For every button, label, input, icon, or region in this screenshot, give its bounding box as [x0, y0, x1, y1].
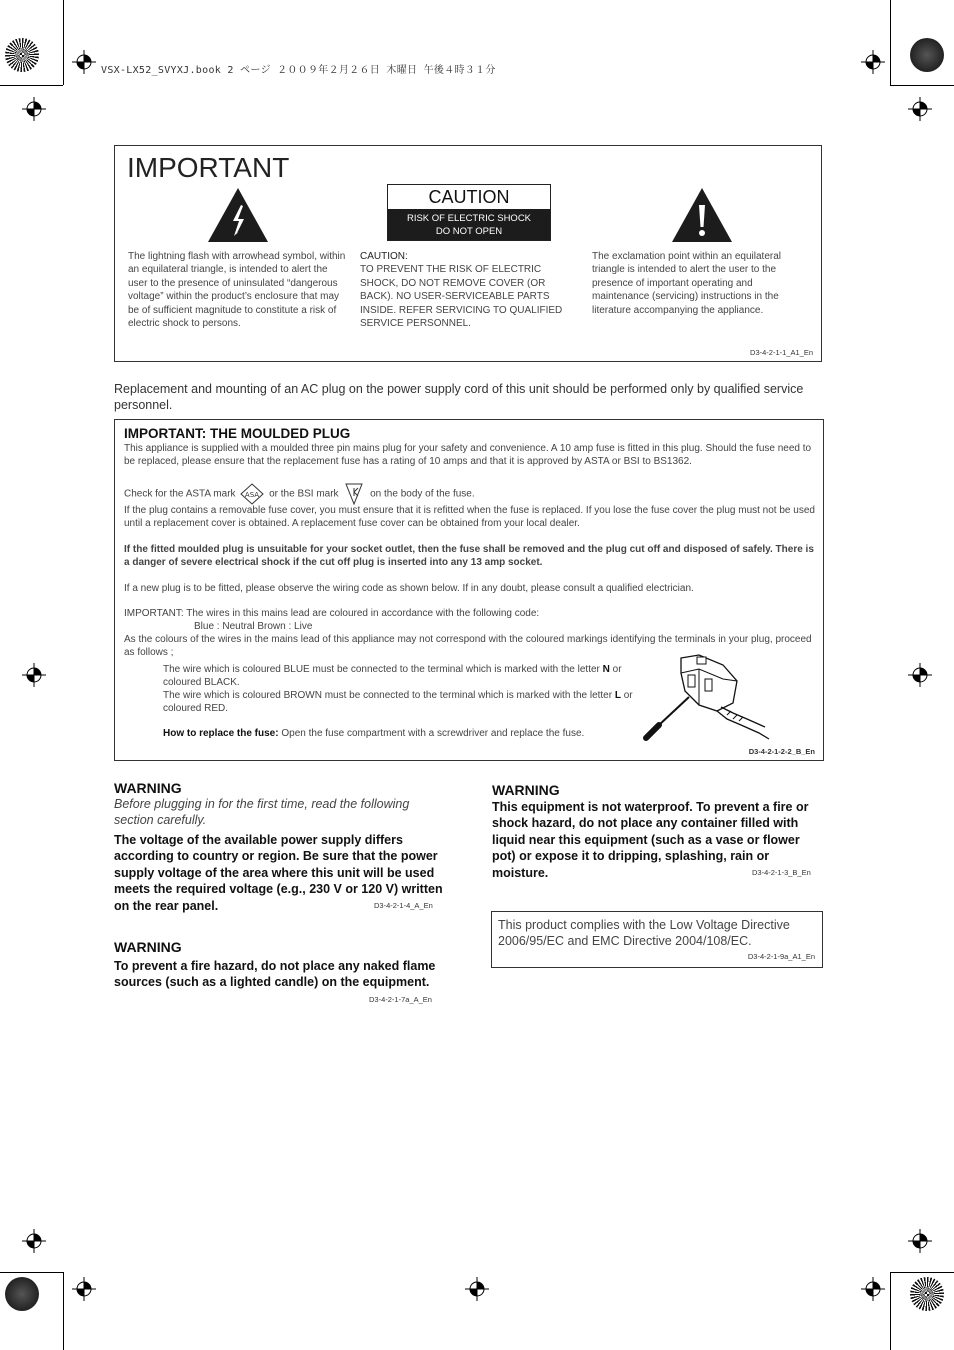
crop-line [0, 1272, 63, 1273]
warning-heading: WARNING [114, 780, 182, 796]
warning-body: This equipment is not waterproof. To prevent a fire or shock hazard, do not place any container filled with liquid near this equipment (such as a vase or flower pot) or expose it to dripping, splashing, rain or moisture. [492, 800, 809, 880]
bsi-kitemark-icon [343, 482, 365, 506]
registration-mark [908, 1229, 932, 1253]
registration-mark [908, 663, 932, 687]
registration-star-top-left [5, 38, 39, 72]
crop-line [890, 0, 891, 85]
plug-paragraph-6: IMPORTANT: The wires in this mains lead are coloured in accordance with the following code: [124, 608, 540, 619]
crop-line [890, 85, 954, 86]
asta-mark-text: ASA [245, 491, 260, 499]
fuse-replacement-label: How to replace the fuse: [163, 728, 279, 739]
warning-body: The voltage of the available power supply differs according to country or region. Be sure that the power supply voltage of the area where this unit will be used meets the required voltage (e.g., 230 V or 120 V) written on the rear panel. [114, 833, 443, 913]
fuse-replacement-instruction [163, 728, 643, 741]
replacement-note: Replacement and mounting of an AC plug on the power supply cord of this unit should be performed only by qualified service personnel. [114, 382, 804, 412]
caution-sub-line-1: RISK OF ELECTRIC SHOCK [406, 213, 532, 224]
registration-mark [861, 1277, 885, 1301]
asta-text: Check for the ASTA mark [124, 488, 236, 500]
blue-wire-instruction [163, 664, 643, 689]
brown-wire-text: The wire which is coloured BROWN must be connected to the terminal which is marked with the letter [163, 690, 613, 701]
lightning-warning-icon [207, 187, 269, 243]
doc-code: D3-4-2-1-7a_A_En [369, 995, 432, 1004]
asta-bsi-line [124, 482, 816, 506]
blue-wire-colour: or coloured BLACK. [163, 664, 622, 688]
doc-code: D3-4-2-1-9a_A1_En [747, 952, 815, 961]
caution-sub-line-2: DO NOT OPEN [435, 226, 503, 237]
crop-line [0, 85, 63, 86]
doc-code: D3-4-2-1-3_B_En [752, 868, 811, 877]
crop-line [890, 1272, 891, 1350]
fuse-replacement-text: Open the fuse compartment with a screwdriver and replace the fuse. [281, 728, 585, 739]
warning-heading: WARNING [492, 782, 560, 798]
lightning-description: The lightning flash with arrowhead symbol, within an equilateral triangle, is intended to alert the user to the presence of uninsulated “dangerous voltage” within the product’s enclosure that may be of sufficient magnitude to constitute a risk of electric shock to persons. [128, 251, 346, 330]
brown-wire-colour: or coloured RED. [163, 690, 633, 714]
caution-label-title: CAUTION [428, 187, 510, 207]
caution-text: TO PREVENT THE RISK OF ELECTRIC SHOCK, DO NOT REMOVE COVER (OR BACK). NO USER-SERVICEABLE PARTS INSIDE. REFER SERVICING TO QUALIFIED SERVICE PERSONNEL. [360, 264, 563, 330]
plug-paragraph-danger: If the fitted moulded plug is unsuitable for your socket outlet, then the fuse shall be removed and the plug cut off and disposed of safely. There is a danger of severe electrical shock if the cut off plug is inserted into any 13 amp socket. [124, 544, 814, 568]
registration-mark [22, 97, 46, 121]
registration-star-top-right [910, 38, 944, 72]
plug-screwdriver-illustration [641, 653, 771, 743]
wire-codes: Blue : Neutral Brown : Live [194, 621, 313, 632]
registration-star-bottom-right [910, 1277, 944, 1311]
registration-mark [908, 97, 932, 121]
brown-wire-letter: L [614, 690, 621, 701]
exclamation-description: The exclamation point within an equilateral triangle is intended to alert the user to the presence of important operating and maintenance (servicing) instructions in the literature accompanying the appliance. [592, 251, 781, 316]
registration-mark [22, 663, 46, 687]
registration-mark [72, 50, 96, 74]
asta-mark-icon [240, 483, 264, 505]
registration-mark [22, 1229, 46, 1253]
important-title: IMPORTANT [127, 152, 290, 183]
important-box [114, 145, 822, 362]
warning-heading: WARNING [114, 939, 182, 955]
plug-paragraph-1: This appliance is supplied with a moulded three pin mains plug for your safety and convenience. A 10 amp fuse is fitted in this plug. Should the fuse need to be replaced, please ensure that the replacement fuse has a rating of 10 amps and that it is approved by ASTA or BSI to BS1362. [124, 443, 812, 467]
moulded-plug-title: IMPORTANT: THE MOULDED PLUG [124, 426, 351, 441]
doc-code: D3-4-2-1-4_A_En [374, 901, 433, 910]
directive-text: This product complies with the Low Voltage Directive 2006/95/EC and EMC Directive 2004/108/EC. [498, 918, 790, 948]
warning-intro: Before plugging in for the first time, read the following section carefully. [114, 797, 410, 827]
bsi-text: or the BSI mark [269, 488, 339, 500]
warning-waterproof [492, 782, 826, 881]
caution-label [387, 184, 551, 241]
registration-mark [861, 50, 885, 74]
blue-wire-text: The wire which is coloured BLUE must be connected to the terminal which is marked with the letter [163, 664, 600, 675]
warning-fire [114, 939, 446, 991]
exclamation-warning-icon [671, 187, 733, 243]
warning-voltage [114, 780, 446, 914]
crop-line [63, 0, 64, 85]
doc-code: D3-4-2-1-2-2_B_En [748, 747, 815, 756]
blue-wire-letter: N [602, 664, 610, 675]
crop-line [63, 1272, 64, 1350]
registration-star-bottom-left [5, 1277, 39, 1311]
crop-line [890, 1272, 954, 1273]
caution-heading: CAUTION: [360, 251, 408, 262]
directive-box [491, 911, 823, 968]
warning-body: To prevent a fire hazard, do not place any naked flame sources (such as a lighted candle) on the equipment. [114, 959, 436, 990]
registration-mark [465, 1277, 489, 1301]
plug-paragraph-3: If the plug contains a removable fuse cover, you must ensure that it is refitted when the fuse is replaced. If you lose the fuse cover the plug must not be used until a replacement cover is obtained. A replacement fuse cover can be obtained from your local dealer. [124, 505, 815, 529]
print-header: VSX-LX52_SVYXJ.book 2 ページ ２００９年２月２６日 木曜日 午後４時３１分 [101, 65, 496, 76]
plug-paragraph-5: If a new plug is to be fitted, please observe the wiring code as shown below. If in any doubt, please consult a qualified electrician. [124, 583, 694, 594]
fuse-body-text: on the body of the fuse. [370, 488, 475, 500]
registration-mark [72, 1277, 96, 1301]
moulded-plug-box [114, 419, 824, 761]
doc-code: D3-4-2-1-1_A1_En [750, 348, 813, 357]
plug-paragraph-7: As the colours of the wires in the mains lead of this appliance may not correspond with the coloured markings identifying the terminals in your plug, proceed as follows ; [124, 634, 812, 658]
caution-description [360, 250, 578, 330]
brown-wire-instruction [163, 690, 643, 715]
caution-label-subtitle [388, 209, 550, 240]
